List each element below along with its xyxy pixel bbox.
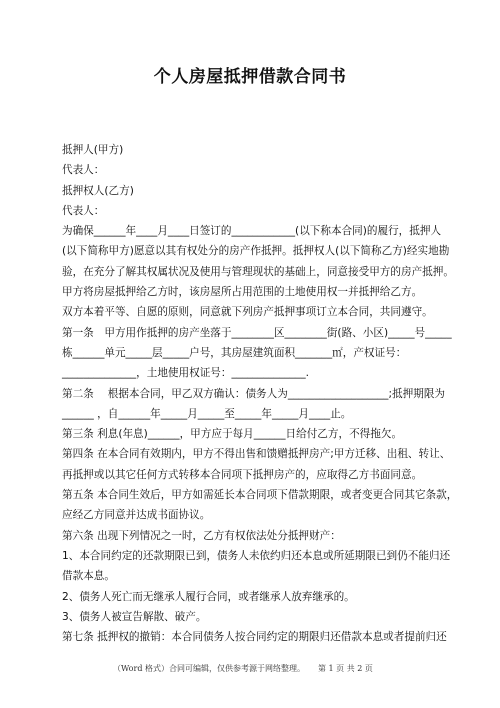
list-item: 1、本合同约定的还款期限已到，债务人未依约归还本息或所延期限已到仍不能归还 [62,549,451,562]
contract-body [62,140,458,647]
party-a-line: 抵押人(甲方) [62,144,124,156]
article-4-line: 再抵押或以其它任何方式转移本合同项下抵押房产的，应取得乙方书面同意。 [62,468,423,481]
list-item: 2、债务人死亡而无继承人履行合同，或者继承人放弃继承的。 [62,590,355,603]
article-5-line: 第五条 本合同生效后，甲方如需延长本合同项下借款期限，或者变更合同其它条款， [62,489,458,502]
party-b-representative: 代表人： [62,204,105,217]
page-footer [0,663,500,677]
article-1-line: ______________，土地使用权证号：______________. [62,367,310,380]
paragraph-line: 验，在充分了解其权属状况及使用与管理现状的基础上，同意接受甲方的房产抵押。 [62,265,454,278]
paragraph-line: 为确保______年____月____日签订的____________(以下称本合同)的履行，抵押人 [62,225,442,238]
article-6-line: 第六条 出现下列情况之一时，乙方有权依法处分抵押财产： [62,529,341,542]
paragraph-line: (以下简称甲方)愿意以其有权处分的房产作抵押。抵押权人(以下简称乙方)经实地勘 [62,245,450,258]
article-4-line: 第四条 在本合同有效期内，甲方不得出售和馈赠抵押房产;甲方迁移、出租、转让、 [62,448,451,461]
party-b-line: 抵押权人(乙方) [62,184,134,197]
article-1-line: 第一条 甲方用作抵押的房产坐落于________区________街(路、小区)_____号_____ [62,326,452,339]
article-2-line: 第二条 根据本合同，甲乙双方确认：债务人为___________________;抵押期限为 [62,387,446,400]
article-3-line: 第三条 利息(年息)______，甲方应于每月______日给付乙方，不得拖欠。 [62,428,403,441]
article-2-line: ______ ，自______年_____月_____至_____年_____月____止。 [62,407,352,420]
party-a-representative: 代表人： [62,164,105,177]
document-title: 个人房屋抵押借款合同书 [153,67,347,87]
footer-note: （Word 格式）合同可编辑，仅供参考源于网络整理。 [113,664,305,673]
article-1-line: 栋______单元_____层_____户号，其房屋建筑面积_______㎡，产权证号： [62,346,407,359]
article-7-line: 第七条 抵押权的撤销：本合同债务人按合同约定的期限归还借款本息或者提前归还 [62,631,447,644]
paragraph-line: 甲方将房屋抵押给乙方时，该房屋所占用范围的土地使用权一并抵押给乙方。 [62,286,423,299]
paragraph-line: 双方本着平等、自愿的原则，同意就下列房产抵押事项订立本合同，共同遵守。 [62,306,433,319]
list-item: 3、债务人被宣告解散、破产。 [62,610,207,623]
article-5-line: 应经乙方同意并达成书面协议。 [62,509,211,522]
page-number: 第 1 页 共 2 页 [318,664,373,673]
list-item: 借款本息。 [62,570,115,583]
